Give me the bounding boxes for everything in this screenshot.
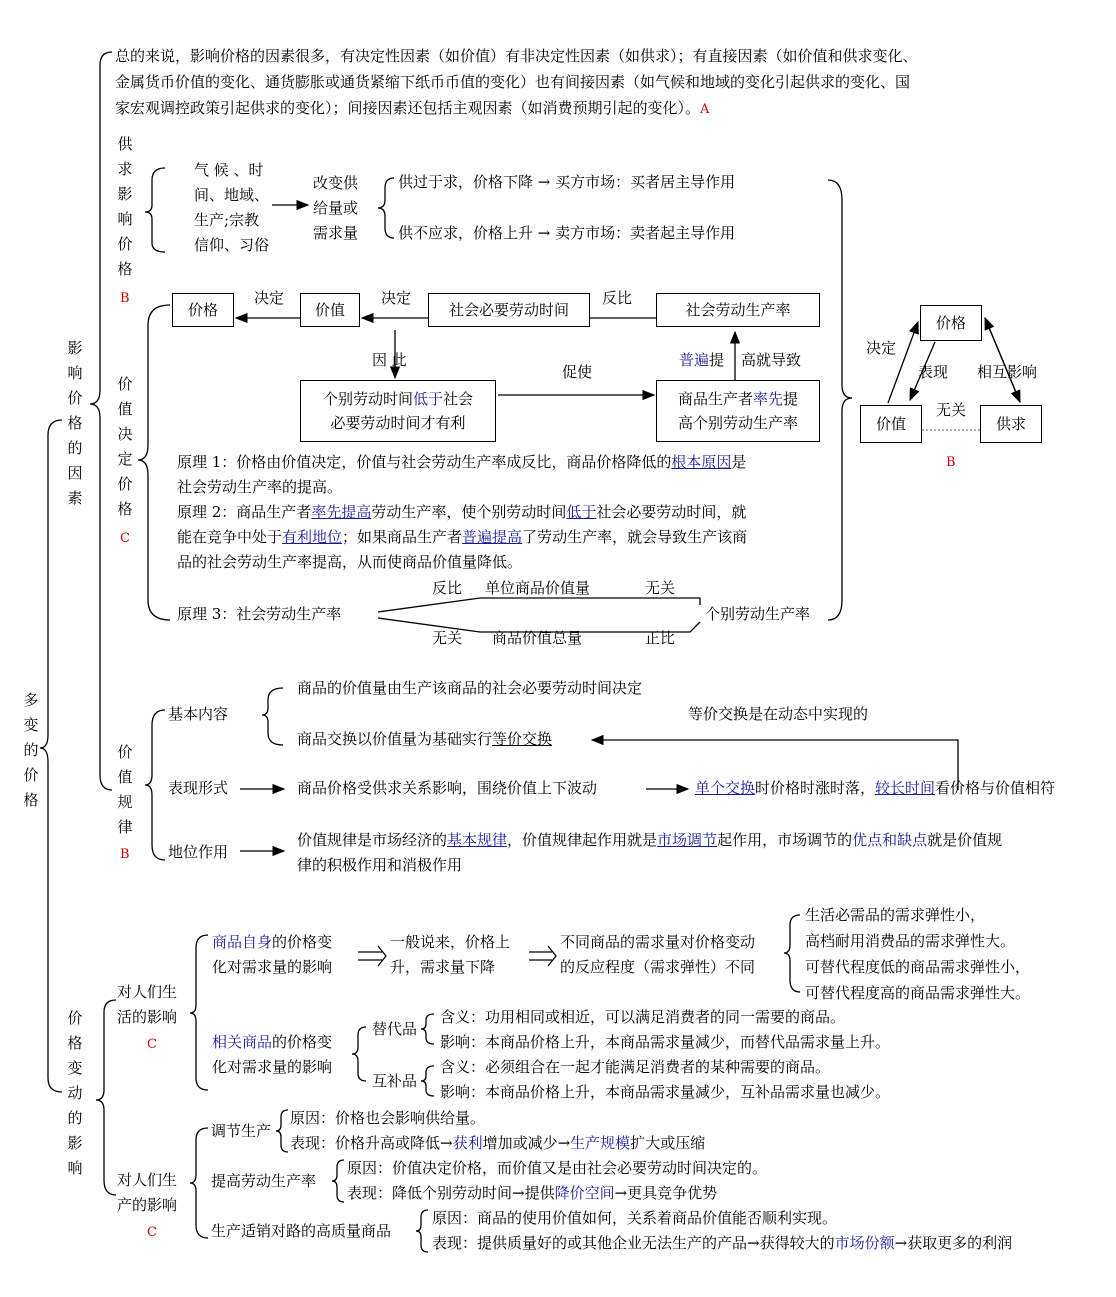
- label-therefore: 因 此: [372, 351, 407, 369]
- brace-value-decides: [138, 305, 170, 620]
- intro-line-3: [115, 96, 709, 122]
- related-a: 相关商品: [212, 1033, 273, 1051]
- p2-e: 社会必要劳动时间，就: [596, 503, 747, 521]
- principle-2-line-2: [177, 525, 747, 550]
- effects-label: 价格变动的影响: [67, 1009, 83, 1177]
- brace-life: [190, 935, 208, 1090]
- grade-a: A: [700, 102, 710, 117]
- indiv-low: 低于: [412, 390, 443, 408]
- improve-reason: 原因：价值决定价格，而价值又是由社会必要劳动时间决定的。: [347, 1159, 768, 1177]
- producer-p1: 商品生产者: [677, 390, 753, 408]
- self-a: 商品自身: [212, 933, 273, 951]
- law-form: 表现形式: [168, 779, 229, 797]
- p2-h: ；如果商品生产者: [342, 528, 463, 546]
- elastic-item-1: 生活必需品的需求弹性小，: [805, 906, 986, 924]
- label-decide-1: 决定: [254, 289, 285, 307]
- p1-c: 是: [731, 453, 747, 471]
- adjust-show: [290, 1131, 705, 1156]
- law-form-1: 商品价格受供求关系影响，围绕价值上下波动: [297, 779, 598, 797]
- adj-a: 表现：价格升高或降低→: [290, 1134, 453, 1152]
- basic2b: 等价交换: [492, 730, 553, 748]
- supply-cause-4: 信仰、习俗: [194, 236, 270, 254]
- label-decide-2: 决定: [381, 289, 412, 307]
- supply-change-1: 改变供: [313, 174, 359, 192]
- form2d: 看价格与价值相符: [935, 779, 1056, 797]
- complement-effect: 影响：本商品价格上升，本商品需求量减少，互补品需求量也减少。: [440, 1083, 891, 1101]
- tri-mutual: 相互影响: [977, 363, 1038, 381]
- p3-total-value: 商品价值总量: [492, 629, 583, 647]
- principle-2-line-3: 品的社会劳动生产率提高，从而使商品价值量降低。: [177, 553, 523, 571]
- imp-b: 降价空间: [554, 1184, 615, 1202]
- supply-cause-3: 生产;宗教: [194, 211, 260, 229]
- related-line-2: 化对需求量的影响: [212, 1058, 333, 1076]
- p2-i: 普遍提高: [462, 528, 523, 546]
- elastic-item-2: 高档耐用消费品的需求弹性大。: [805, 932, 1016, 950]
- p2-g: 有利地位: [282, 528, 343, 546]
- brace-supply-cases: [378, 178, 394, 238]
- role1b: 基本规律: [447, 831, 508, 849]
- indiv-p1: 个别劳动时间: [322, 390, 413, 408]
- adjust-label: 调节生产: [211, 1122, 272, 1140]
- life-label-2: 活的影响: [117, 1008, 178, 1026]
- p3-unit-value: 单位商品价值量: [485, 579, 591, 597]
- complement-label: 互补品: [372, 1072, 418, 1090]
- brace-sub: [421, 1014, 434, 1044]
- supply-cause-1: 气 候 、时: [194, 161, 264, 179]
- tri-decide: 决定: [866, 339, 897, 357]
- principle-1-line-1: [177, 450, 746, 475]
- sntl-box: 社会必要劳动时间: [428, 293, 590, 327]
- principle-2-line-1: [177, 500, 746, 525]
- tri-grade: B: [946, 455, 956, 470]
- supply-change-3: 需求量: [313, 224, 359, 242]
- related-b: 的价格变: [272, 1033, 333, 1051]
- indiv-p2: 社会: [443, 390, 474, 408]
- brace-right: [828, 180, 852, 620]
- brace-related: [352, 1027, 366, 1081]
- indiv-line-2: 必要劳动时间才有利: [330, 414, 466, 432]
- supply-change-2: 给量或: [313, 199, 359, 217]
- p2-f: 能在竞争中处于: [177, 528, 283, 546]
- self-b: 的价格变: [272, 933, 333, 951]
- supply-label: 供求影响价格: [117, 135, 133, 278]
- law-role-2: 律的积极作用和消极作用: [297, 856, 463, 874]
- producer-first: 率先: [752, 390, 783, 408]
- p2-a: 原理 2：商品生产者: [177, 503, 312, 521]
- price-box: 价格: [172, 293, 234, 327]
- p2-d: 低于: [566, 503, 597, 521]
- prod-label-1: 对人们生: [117, 1171, 178, 1189]
- p2-c: 劳动生产率，使个别劳动时间: [371, 503, 567, 521]
- label-general-raise: [679, 348, 724, 373]
- elastic-line-2: 的反应程度（需求弹性）不同: [560, 958, 756, 976]
- law-role-1: [297, 828, 1002, 853]
- elastic-item-4: 可替代程度高的商品需求弹性大。: [805, 984, 1031, 1002]
- brace-adjust: [276, 1110, 288, 1152]
- law-form-2: [695, 776, 1055, 801]
- intro-line-2: 金属货币价值的变化、通货膨胀或通货紧缩下纸币币值的变化）也有间接因素（如气候和地域的变化引起供求的变化、国: [115, 73, 911, 91]
- principle-1-line-2: 社会劳动生产率的提高。: [177, 478, 343, 496]
- general-line-2: 升，需求量下降: [390, 958, 496, 976]
- brace-basic: [262, 688, 283, 745]
- producer-line-2: 高个别劳动生产率: [677, 414, 798, 432]
- brace-supply-causes: [145, 168, 165, 252]
- prod-grade: C: [147, 1225, 157, 1240]
- value-decides-grade: C: [120, 531, 130, 546]
- tri-supply-box: 供求: [980, 405, 1042, 443]
- quality-reason: 原因：商品的使用价值如何，关系着商品价值能否顺利实现。: [432, 1209, 838, 1227]
- principle-3-label: 原理 3：社会劳动生产率: [177, 605, 342, 623]
- substitute-label: 替代品: [372, 1020, 418, 1038]
- intro-line-1: 总的来说，影响价格的因素很多，有决定性因素（如价值）有非决定性因素（如供求）；有直接因素（如价值和供求变化、: [115, 47, 918, 65]
- adj-c: 增加或减少→: [482, 1134, 571, 1152]
- role1e: 起作用，市场调节的: [717, 831, 853, 849]
- complement-meaning: 含义：必须组合在一起才能满足消费者的某种需要的商品。: [440, 1058, 831, 1076]
- form2b: 时价格时涨时落，: [755, 779, 876, 797]
- role1g: 就是价值规: [927, 831, 1003, 849]
- brace-root: [40, 420, 62, 1092]
- p1-a: 原理 1：价格由价值决定，价值与社会劳动生产率成反比，商品价格降低的: [177, 453, 672, 471]
- role1d: 市场调节: [657, 831, 718, 849]
- label-high-leads: 高就导致: [741, 351, 802, 369]
- factors-label: 影响价格的因素: [67, 339, 83, 507]
- form2a: 单个交换: [695, 779, 756, 797]
- p3-indiv: 个别劳动生产率: [705, 605, 811, 623]
- qua-c: →获取更多的利润: [894, 1234, 1013, 1252]
- life-grade: C: [147, 1037, 157, 1052]
- supply-case-over: 供过于求，价格下降 → 买方市场：买者居主导作用: [398, 173, 736, 191]
- indiv-line-1: [323, 387, 473, 411]
- intro-line-3-text: 家宏观调控政策引起供求的变化）；间接因素还包括主观因素（如消费预期引起的变化）。: [115, 99, 701, 117]
- law-basic-2: [297, 727, 552, 752]
- brace-effects: [96, 1000, 116, 1195]
- general-line-1: 一般说来，价格上: [390, 933, 511, 951]
- improve-show: [347, 1181, 717, 1206]
- substitute-effect: 影响：本商品价格上升，本商品需求量减少，而替代品需求量上升。: [440, 1033, 891, 1051]
- qua-a: 表现：提供质量好的或其他企业无法生产的产品→获得较大的: [432, 1234, 835, 1252]
- label-inverse: 反比: [602, 289, 633, 307]
- p1-b: 根本原因: [671, 453, 732, 471]
- quality-label: 生产适销对路的高质量商品: [211, 1222, 392, 1240]
- p3-none-2: 无关: [432, 629, 463, 647]
- supply-case-under: 供不应求，价格上升 → 卖方市场：卖者起主导作用: [398, 224, 736, 242]
- p3-direct: 正比: [645, 629, 676, 647]
- substitute-meaning: 含义：功用相同或相近，可以满足消费者的同一需要的商品。: [440, 1008, 846, 1026]
- value-decides-label: 价值决定价格: [117, 375, 133, 518]
- life-label-1: 对人们生: [117, 983, 178, 1001]
- tri-value-box: 价值: [860, 405, 922, 443]
- brace-prod: [190, 1128, 208, 1238]
- tri-price-box: 价格: [920, 305, 982, 341]
- elastic-line-1: 不同商品的需求量对价格变动: [560, 933, 756, 951]
- law-label: 价值规律: [117, 743, 133, 836]
- law-dynamic: 等价交换是在动态中实现的: [688, 705, 869, 723]
- p3-inverse: 反比: [432, 579, 463, 597]
- form2c: 较长时间: [875, 779, 936, 797]
- producer-line-1: [678, 387, 798, 411]
- brace-improve: [332, 1160, 344, 1202]
- adjust-reason: 原因：价格也会影响供给量。: [290, 1109, 486, 1127]
- root-label: 多变的价格: [23, 691, 39, 809]
- supply-cause-2: 间、地域、: [194, 186, 270, 204]
- brace-factors: [90, 52, 112, 790]
- tri-none: 无关: [936, 401, 967, 419]
- brace-elastic: [784, 915, 800, 992]
- self-line-1: [212, 930, 332, 955]
- adj-d: 生产规模: [570, 1134, 631, 1152]
- brace-quality: [416, 1210, 428, 1252]
- improve-label: 提高劳动生产率: [211, 1172, 317, 1190]
- law-grade: B: [120, 847, 130, 862]
- brace-law: [145, 710, 165, 860]
- law-basic: 基本内容: [168, 705, 229, 723]
- tri-show: 表现: [918, 363, 949, 381]
- label-promote: 促使: [562, 363, 593, 381]
- role1c: ，价值规律起作用就是: [507, 831, 658, 849]
- law-basic-1: 商品的价值量由生产该商品的社会必要劳动时间决定: [297, 679, 643, 697]
- supply-grade: B: [120, 291, 130, 306]
- quality-show: [432, 1231, 1012, 1256]
- adj-b: 获利: [452, 1134, 483, 1152]
- basic2a: 商品交换以价值量为基础实行: [297, 730, 493, 748]
- imp-c: →更具竞争优势: [614, 1184, 718, 1202]
- slp-box: 社会劳动生产率: [656, 293, 820, 327]
- raise-word: 提: [709, 351, 725, 369]
- p2-j: 了劳动生产率，就会导致生产该商: [522, 528, 748, 546]
- role1f: 优点和缺点: [852, 831, 928, 849]
- p2-b: 率先提高: [311, 503, 372, 521]
- indiv-time-box: [300, 380, 496, 442]
- imp-a: 表现：降低个别劳动时间→提供: [347, 1184, 555, 1202]
- producer-p2: 提: [783, 390, 799, 408]
- self-line-2: 化对需求量的影响: [212, 958, 333, 976]
- producer-box: [656, 380, 820, 442]
- prod-label-2: 产的影响: [117, 1196, 178, 1214]
- elastic-item-3: 可替代程度低的商品需求弹性小，: [805, 958, 1031, 976]
- adj-e: 扩大或压缩: [630, 1134, 706, 1152]
- role1a: 价值规律是市场经济的: [297, 831, 448, 849]
- qua-b: 市场份额: [834, 1234, 895, 1252]
- related-line-1: [212, 1030, 332, 1055]
- brace-comp: [421, 1066, 434, 1096]
- value-box: 价值: [300, 293, 360, 327]
- law-role: 地位作用: [168, 843, 229, 861]
- p3-none-1: 无关: [645, 579, 676, 597]
- general-word: 普遍: [679, 351, 710, 369]
